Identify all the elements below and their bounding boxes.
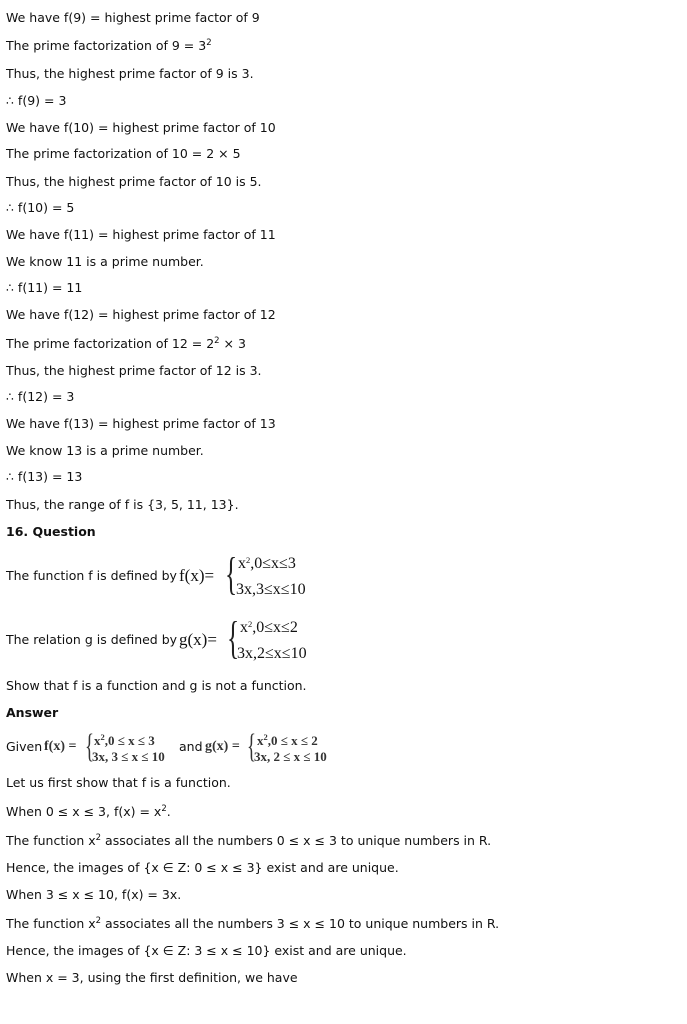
- question-g-text: The relation g is defined by: [6, 632, 178, 647]
- text-span: associates all the numbers 3 ≤ x ≤ 10 to unique numbers in R.: [101, 916, 500, 931]
- text-line: ∴ f(13) = 13: [6, 469, 83, 484]
- superscript: 2: [246, 555, 251, 565]
- case-cond: ,0 ≤ x ≤ 3: [104, 733, 155, 748]
- and-label: and: [179, 739, 203, 754]
- text-span: associates all the numbers 0 ≤ x ≤ 3 to unique numbers in R.: [101, 833, 492, 848]
- text-line: Show that f is a function and g is not a function.: [6, 678, 307, 693]
- text-line: We have f(9) = highest prime factor of 9: [6, 10, 260, 25]
- text-line: We know 11 is a prime number.: [6, 254, 204, 269]
- brace-icon: {: [247, 728, 256, 765]
- brace-icon: {: [225, 548, 238, 599]
- text-line: ∴ f(12) = 3: [6, 389, 75, 404]
- g-case-2: 3x, 2 ≤ x ≤ 10: [254, 749, 327, 764]
- case-var: x: [257, 733, 264, 748]
- text-span: When 0 ≤ x ≤ 3, f(x) = x: [6, 804, 162, 819]
- brace-icon: {: [85, 728, 94, 765]
- given-label: Given: [6, 739, 43, 754]
- text-line: The prime factorization of 10 = 2 × 5: [6, 146, 241, 161]
- text-line: We have f(12) = highest prime factor of 12: [6, 307, 276, 322]
- text-span: .: [166, 804, 171, 819]
- text-line: [6, 336, 246, 352]
- answer-heading: Answer: [6, 705, 59, 720]
- g-lhs: g(x)=: [179, 630, 217, 649]
- f-case-1: [238, 555, 296, 573]
- superscript: 2: [100, 732, 105, 742]
- case-var: x: [94, 733, 101, 748]
- superscript: 2: [206, 38, 212, 48]
- text-span: × 3: [219, 336, 246, 351]
- text-line: [6, 38, 212, 54]
- question-f-text: The function f is defined by: [6, 568, 177, 583]
- text-line: Hence, the images of {x ∈ Z: 3 ≤ x ≤ 10} exist and are unique.: [6, 943, 407, 958]
- text-line: When x = 3, using the first definition, we have: [6, 970, 298, 985]
- superscript: 2: [214, 336, 220, 346]
- text-line: ∴ f(11) = 11: [6, 280, 83, 295]
- f-lhs: f(x) =: [44, 739, 77, 754]
- superscript: 2: [95, 916, 102, 926]
- case-var: x: [240, 619, 248, 636]
- text-line: ∴ f(9) = 3: [6, 93, 67, 108]
- text-line: ∴ f(10) = 5: [6, 200, 75, 215]
- g-case-1: [257, 733, 318, 749]
- question-heading: 16. Question: [6, 524, 96, 539]
- superscript: 2: [263, 732, 268, 742]
- g-case-1: [240, 619, 298, 637]
- superscript: 2: [248, 619, 253, 629]
- case-cond: ,0≤x≤2: [252, 619, 298, 636]
- case-cond: ,0≤x≤3: [250, 555, 296, 572]
- superscript: 2: [95, 833, 102, 843]
- text-line: [6, 833, 491, 849]
- text-line: [6, 916, 499, 932]
- text-line: Let us first show that f is a function.: [6, 775, 231, 790]
- text-line: We have f(11) = highest prime factor of 11: [6, 227, 276, 242]
- f-case-1: [94, 733, 155, 749]
- text-line: We know 13 is a prime number.: [6, 443, 204, 458]
- f-case-2: 3x, 3 ≤ x ≤ 10: [92, 749, 165, 764]
- text-line: [6, 804, 171, 820]
- text-line: Thus, the highest prime factor of 10 is 5.: [6, 174, 262, 189]
- text-line: We have f(13) = highest prime factor of 13: [6, 416, 276, 431]
- case-cond: ,0 ≤ x ≤ 2: [267, 733, 318, 748]
- text-line: When 3 ≤ x ≤ 10, f(x) = 3x.: [6, 887, 182, 902]
- text-line: We have f(10) = highest prime factor of 10: [6, 120, 276, 135]
- text-span: The prime factorization of 9 = 3: [6, 38, 207, 53]
- text-span: The function x: [6, 916, 96, 931]
- g-case-2: 3x,2≤x≤10: [237, 645, 307, 662]
- case-var: x: [238, 555, 246, 572]
- text-line: Thus, the range of f is {3, 5, 11, 13}.: [6, 497, 239, 512]
- f-case-2: 3x,3≤x≤10: [236, 581, 306, 598]
- text-line: Thus, the highest prime factor of 12 is 3.: [6, 363, 262, 378]
- superscript: 2: [161, 804, 167, 814]
- f-lhs: f(x)=: [179, 566, 215, 585]
- g-lhs: g(x) =: [205, 739, 240, 754]
- brace-icon: {: [227, 612, 240, 663]
- text-span: The prime factorization of 12 = 2: [6, 336, 215, 351]
- text-span: The function x: [6, 833, 96, 848]
- text-line: Hence, the images of {x ∈ Z: 0 ≤ x ≤ 3} exist and are unique.: [6, 860, 399, 875]
- text-line: Thus, the highest prime factor of 9 is 3.: [6, 66, 254, 81]
